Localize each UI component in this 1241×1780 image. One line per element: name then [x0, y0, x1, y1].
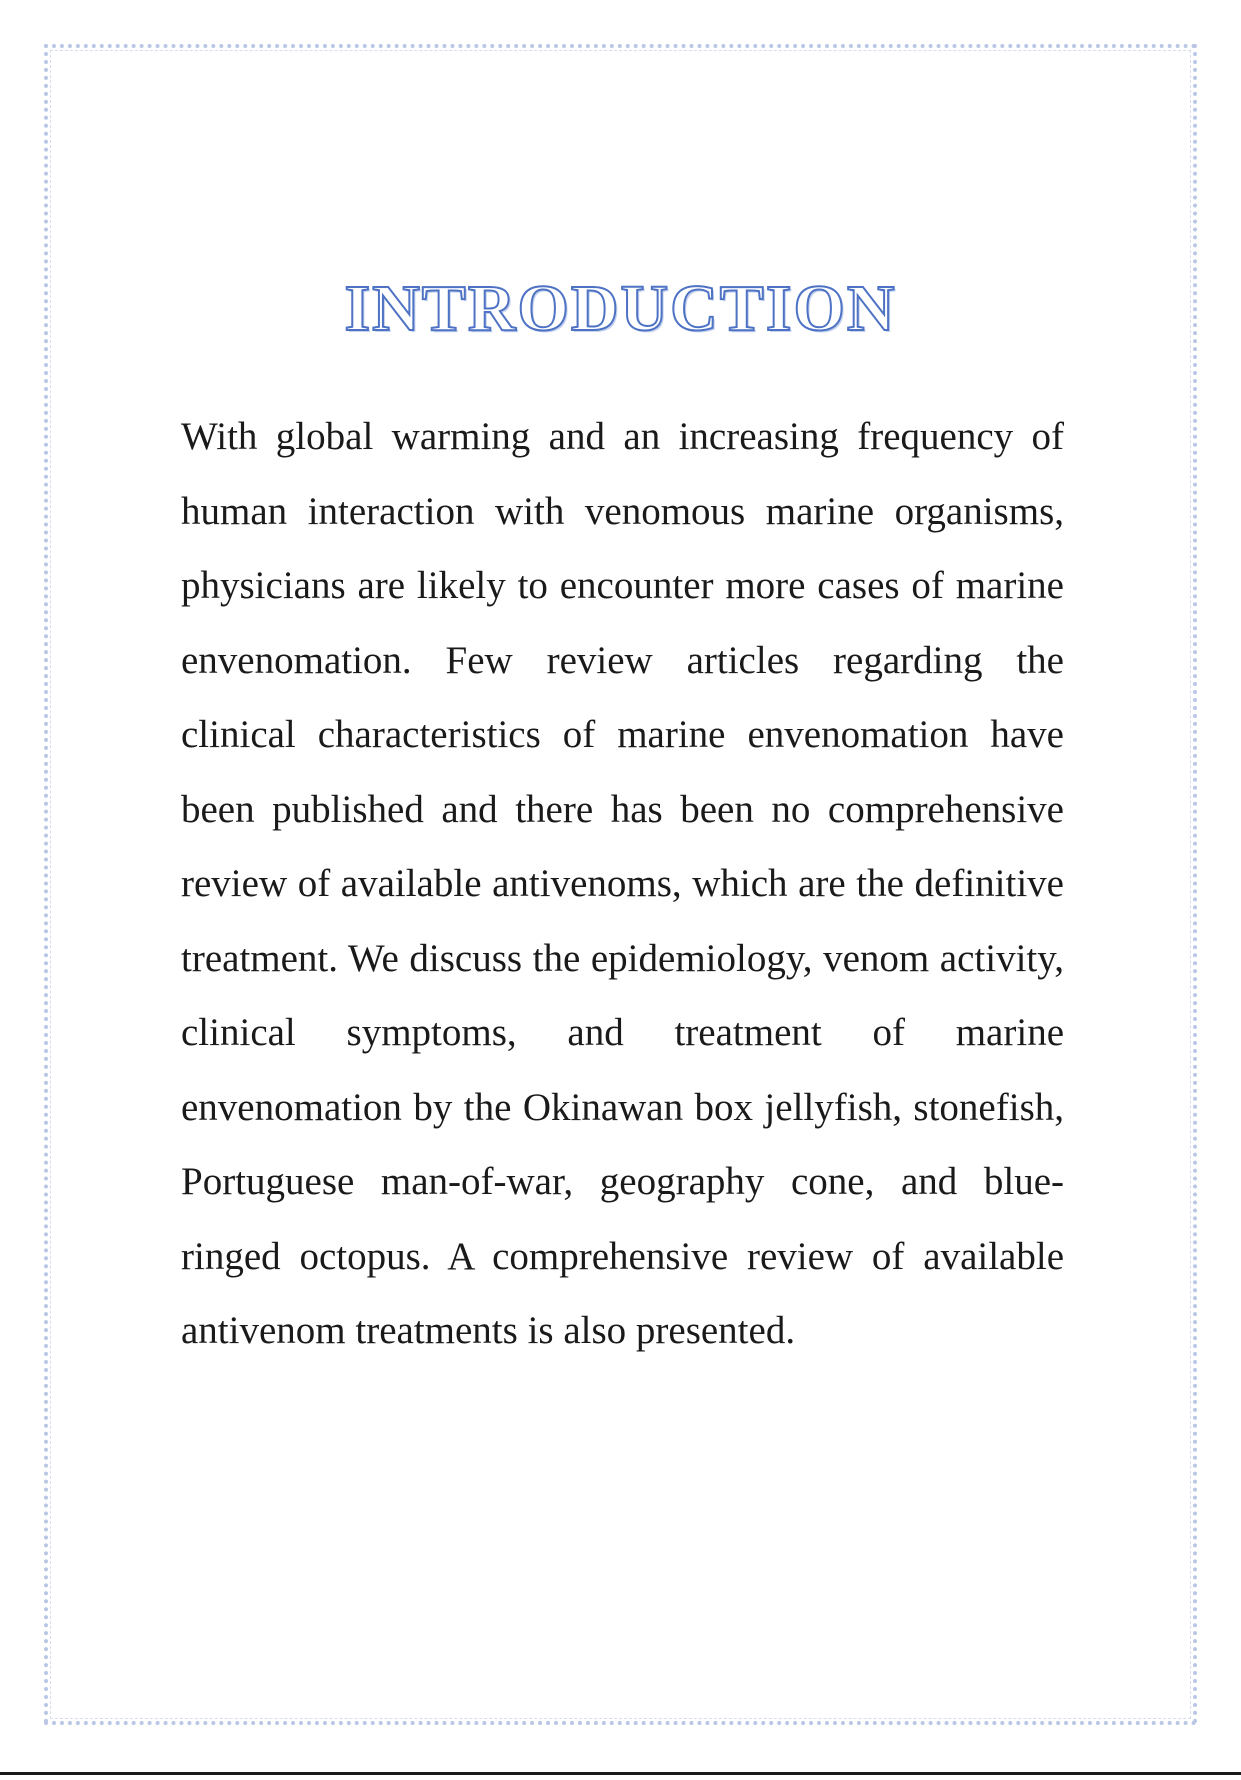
page-title: INTRODUCTION — [344, 272, 897, 346]
bottom-divider — [0, 1772, 1241, 1775]
introduction-paragraph: With global warming and an increasing frequency of human interaction with venomous marine organisms, physicians are likely to encounter more cases of marine envenomation. Few review articles regarding the clinical characteristics of marine envenomation have been published and there has been no comprehensive review of available antivenoms, which are the definitive treatment. We discuss the epidemiology, venom activity, clinical symptoms, and treatment of marine envenomation by the Okinawan box jellyfish, stonefish, Portuguese man-of-war, geography cone, and blue-ringed octopus. A comprehensive review of available antivenom treatments is also presented. — [181, 415, 1064, 1352]
